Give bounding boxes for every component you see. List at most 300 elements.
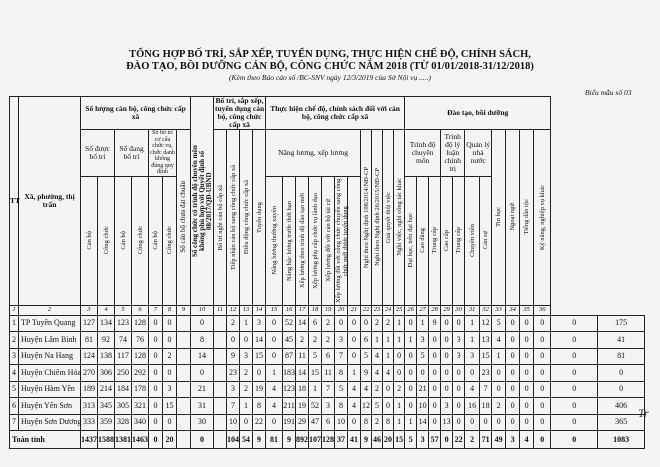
col-pol-mid: Trung cấp xyxy=(453,176,465,305)
value-cell: 0 xyxy=(520,365,534,382)
subgroup-state-mgmt: Quản lý nhà nước xyxy=(465,130,492,177)
col-univ: Đại học, trên đại học xyxy=(405,176,417,305)
col-nd26: Nghỉ theo Nghị định 26/2015/NĐ-CP xyxy=(372,130,383,306)
value-cell: 2 xyxy=(163,348,177,365)
total-value: 9 xyxy=(253,431,266,449)
column-index-row xyxy=(10,305,645,315)
value-cell: 14 xyxy=(417,414,429,431)
row-number: 5 xyxy=(10,381,19,398)
value-cell: 0 xyxy=(383,381,394,398)
value-cell: 3 xyxy=(240,348,253,365)
value-cell: 0 xyxy=(266,348,283,365)
value-cell: 0 xyxy=(506,414,520,431)
total-value: 22 xyxy=(453,431,465,449)
value-cell xyxy=(214,348,227,365)
value-cell: 0 xyxy=(163,332,177,349)
group-policy: Thực hiện chế độ, chính sách đối với cán bộ, công chức cấp xã xyxy=(266,97,405,130)
value-cell: 5 xyxy=(492,315,506,332)
value-cell: 22 xyxy=(253,414,266,431)
value-cell: 1 xyxy=(394,332,405,349)
index-cell: 1 xyxy=(10,305,19,315)
value-cell: 15 xyxy=(480,348,492,365)
value-cell: 0 xyxy=(348,332,361,349)
subgroup-not-meeting: Số bố trí cơ cấu chức vụ, chức danh không đúng quy định xyxy=(150,130,175,175)
index-cell: 8 xyxy=(163,305,177,315)
signature-mark: Tr xyxy=(638,406,649,420)
total-label: Toàn tỉnh xyxy=(10,431,81,449)
total-value: 41 xyxy=(348,431,361,449)
value-cell: 3 xyxy=(441,398,453,415)
index-cell: 16 xyxy=(283,305,296,315)
value-cell: 0 xyxy=(394,348,405,365)
value-cell: 3 xyxy=(163,381,177,398)
value-cell: 0 xyxy=(465,365,480,382)
value-cell: 1 xyxy=(417,315,429,332)
value-cell: 12 xyxy=(480,315,492,332)
value-cell: 211 xyxy=(283,398,296,415)
value-cell: 0 xyxy=(335,315,348,332)
col-recruit: Tuyển dụng xyxy=(253,130,266,306)
value-cell: 9 xyxy=(361,365,372,382)
value-cell: 0 xyxy=(551,381,598,398)
value-cell: 321 xyxy=(132,398,149,415)
value-cell xyxy=(214,398,227,415)
value-cell: 0 xyxy=(429,365,441,382)
index-cell: 33 xyxy=(492,305,506,315)
index-cell: 13 xyxy=(240,305,253,315)
group-arrangement: Bố trí, sắp xếp, tuyển dụng cán bộ, công chức cấp xã xyxy=(214,96,265,129)
value-cell: 18 xyxy=(480,398,492,415)
value-cell: 0 xyxy=(551,348,598,365)
value-cell: 0 xyxy=(429,414,441,431)
value-cell: 0 xyxy=(441,332,453,349)
subtitle: (Kèm theo Báo cáo số /BC-SNV ngày 12/3/2019 của Sở Nội vụ .....) xyxy=(229,73,431,82)
value-cell: 1 xyxy=(240,398,253,415)
value-cell: 0 xyxy=(520,348,534,365)
value-cell: 3 xyxy=(227,381,240,398)
value-cell xyxy=(214,414,227,431)
index-cell: 14 xyxy=(253,305,266,315)
value-cell: 4 xyxy=(348,398,361,415)
value-cell: 0 xyxy=(598,365,645,382)
index-cell: 25 xyxy=(394,305,405,315)
total-value: 9 xyxy=(283,431,296,449)
value-cell: 23 xyxy=(227,365,240,382)
value-cell: 8 xyxy=(335,365,348,382)
table-row xyxy=(10,315,645,332)
index-cell: 18 xyxy=(309,305,322,315)
total-value xyxy=(214,431,227,449)
index-cell: 6 xyxy=(132,305,149,315)
col-specialist: Chuyên viên xyxy=(465,176,480,305)
value-cell: 0 xyxy=(266,315,283,332)
col-current-civil: Công chức xyxy=(132,176,149,305)
col-salary-by-degree: Xếp lương theo trình độ đào tạo mới xyxy=(296,176,309,305)
value-cell: 178 xyxy=(132,381,149,398)
total-value: 5 xyxy=(405,431,417,449)
value-cell: 2 xyxy=(372,381,383,398)
value-cell: 2 xyxy=(240,365,253,382)
unit-name: TP Tuyên Quang xyxy=(19,315,81,332)
row-number: 4 xyxy=(10,365,19,382)
value-cell: 2 xyxy=(322,332,335,349)
col-ethnic: Tiếng dân tộc xyxy=(520,130,534,306)
value-cell: 0 xyxy=(534,332,551,349)
total-value: 20 xyxy=(163,431,177,449)
value-cell: 4 xyxy=(266,398,283,415)
col-early-raise: Nâng bậc lương trước thời hạn xyxy=(283,176,296,305)
value-cell: 306 xyxy=(98,365,115,382)
value-cell: 0 xyxy=(361,315,372,332)
value-cell: 6 xyxy=(322,414,335,431)
index-cell: 9 xyxy=(177,305,191,315)
col-salary-extra xyxy=(348,176,361,305)
value-cell: 365 xyxy=(598,414,645,431)
col-qd-08: Số công chức có trình độ chuyên môn không phù hợp với Quyết định số 08/2017/QĐ-UBND xyxy=(191,97,214,306)
index-cell: 27 xyxy=(417,305,429,315)
value-cell: 3 xyxy=(335,332,348,349)
value-cell: 128 xyxy=(132,315,149,332)
value-cell: 117 xyxy=(115,348,132,365)
col-pol-high: Cao cấp xyxy=(441,176,453,305)
value-cell: 15 xyxy=(163,398,177,415)
value-cell: 13 xyxy=(441,414,453,431)
total-value: 1083 xyxy=(598,431,645,449)
total-value: 4 xyxy=(520,431,534,449)
col-salary-other: Xếp lương đối với cán bộ tái cử xyxy=(322,176,335,305)
value-cell: 4 xyxy=(372,365,383,382)
group-quantity: Số lượng cán bộ, công chức cấp xã xyxy=(81,97,191,130)
table-row xyxy=(10,332,645,349)
value-cell: 0 xyxy=(506,381,520,398)
value-cell: 2 xyxy=(383,315,394,332)
total-value xyxy=(177,431,191,449)
subgroup-political: Trình độ lý luận chính trị xyxy=(441,130,465,177)
value-cell: 21 xyxy=(417,381,429,398)
total-value: 1463 xyxy=(132,431,149,449)
value-cell: 0 xyxy=(149,348,163,365)
value-cell: 0 xyxy=(191,365,214,382)
value-cell: 1 xyxy=(465,332,480,349)
value-cell: 0 xyxy=(492,414,506,431)
value-cell: 19 xyxy=(253,381,266,398)
value-cell: 4 xyxy=(465,381,480,398)
unit-name: Huyện Yên Sơn xyxy=(19,398,81,415)
value-cell: 0 xyxy=(149,332,163,349)
value-cell: 1 xyxy=(394,414,405,431)
index-cell: 4 xyxy=(98,305,115,315)
value-cell xyxy=(214,381,227,398)
col-not-standard: Số cán bộ chưa đạt chuẩn xyxy=(177,130,191,306)
value-cell: 0 xyxy=(163,365,177,382)
value-cell: 8 xyxy=(335,398,348,415)
value-cell: 127 xyxy=(81,315,98,332)
value-cell: 19 xyxy=(296,398,309,415)
value-cell: 128 xyxy=(132,348,149,365)
value-cell: 30 xyxy=(191,414,214,431)
value-cell: 4 xyxy=(361,381,372,398)
value-cell: 2 xyxy=(309,332,322,349)
value-cell: 2 xyxy=(240,381,253,398)
value-cell: 7 xyxy=(480,381,492,398)
total-value: 37 xyxy=(335,431,348,449)
col-intermediate: Trung cấp xyxy=(429,176,441,305)
value-cell: 0 xyxy=(348,315,361,332)
unit-name: Huyện Na Hang xyxy=(19,348,81,365)
index-cell: 11 xyxy=(214,305,227,315)
value-cell: 3 xyxy=(253,315,266,332)
value-cell: 0 xyxy=(520,332,534,349)
value-cell: 3 xyxy=(453,332,465,349)
total-value: 49 xyxy=(492,431,506,449)
value-cell: 0 xyxy=(520,398,534,415)
unit-name: Huyện Chiêm Hóa xyxy=(19,365,81,382)
table-row xyxy=(10,365,645,382)
value-cell: 0 xyxy=(405,348,417,365)
value-cell: 1 xyxy=(492,348,506,365)
value-cell: 6 xyxy=(322,348,335,365)
value-cell: 0 xyxy=(534,414,551,431)
value-cell: 313 xyxy=(81,398,98,415)
value-cell: 5 xyxy=(309,348,322,365)
value-cell: 14 xyxy=(296,365,309,382)
value-cell: 5 xyxy=(417,348,429,365)
col-current-cadre: Cán bộ xyxy=(115,176,132,305)
value-cell: 359 xyxy=(98,414,115,431)
value-cell: 3 xyxy=(453,348,465,365)
value-cell: 7 xyxy=(335,348,348,365)
value-cell: 134 xyxy=(98,315,115,332)
value-cell: 10 xyxy=(417,398,429,415)
index-cell: 3 xyxy=(81,305,98,315)
value-cell: 214 xyxy=(98,381,115,398)
index-cell: 23 xyxy=(372,305,383,315)
index-cell: 32 xyxy=(480,305,492,315)
value-cell: 0 xyxy=(441,315,453,332)
value-cell: 1 xyxy=(405,414,417,431)
value-cell: 0 xyxy=(453,414,465,431)
value-cell: 2 xyxy=(372,315,383,332)
index-cell: 17 xyxy=(296,305,309,315)
value-cell: 11 xyxy=(296,348,309,365)
value-cell: 191 xyxy=(283,414,296,431)
value-cell: 0 xyxy=(551,398,598,415)
value-cell: 0 xyxy=(520,414,534,431)
index-cell: 10 xyxy=(191,305,214,315)
index-cell: 29 xyxy=(441,305,453,315)
value-cell xyxy=(214,315,227,332)
value-cell: 0 xyxy=(492,365,506,382)
value-cell: 7 xyxy=(322,381,335,398)
total-value: 3 xyxy=(417,431,429,449)
value-cell: 0 xyxy=(405,398,417,415)
value-cell: 23 xyxy=(480,365,492,382)
title-line-1: TỔNG HỢP BỐ TRÍ, SẮP XẾP, TUYỂN DỤNG, THỰC HIỆN CHẾ ĐỘ, CHÍNH SÁCH, xyxy=(129,49,531,60)
value-cell: 0 xyxy=(149,414,163,431)
total-value: 0 xyxy=(551,431,598,449)
value-cell: 0 xyxy=(506,398,520,415)
value-cell: 0 xyxy=(149,365,163,382)
index-cell: 7 xyxy=(149,305,163,315)
value-cell: 1 xyxy=(309,381,322,398)
value-cell: 13 xyxy=(480,332,492,349)
value-cell: 4 xyxy=(348,381,361,398)
value-cell: 1 xyxy=(372,332,383,349)
subgroup-salary: Nâng lương, xếp lương xyxy=(266,130,361,177)
value-cell: 270 xyxy=(81,365,98,382)
value-cell: 16 xyxy=(465,398,480,415)
value-cell: 15 xyxy=(253,348,266,365)
value-cell: 1 xyxy=(348,365,361,382)
col-college: Cao đẳng xyxy=(417,176,429,305)
value-cell: 138 xyxy=(98,348,115,365)
value-cell: 1 xyxy=(383,332,394,349)
value-cell: 4 xyxy=(492,332,506,349)
unit-name: Huyện Sơn Dương xyxy=(19,414,81,431)
index-cell: 2 xyxy=(19,305,81,315)
total-value: 3 xyxy=(506,431,520,449)
total-value: 0 xyxy=(534,431,551,449)
value-cell: 1 xyxy=(240,315,253,332)
subgroup-current: Số đang bố trí xyxy=(115,130,149,177)
total-value: 57 xyxy=(429,431,441,449)
value-cell: 52 xyxy=(309,398,322,415)
index-cell: 26 xyxy=(405,305,417,315)
subgroup-allocated: Số được bố trí xyxy=(81,130,115,177)
total-value: 46 xyxy=(372,431,383,449)
col-regular-raise: Nâng lương thường xuyên xyxy=(266,176,283,305)
value-cell: 2 xyxy=(394,381,405,398)
col-nm-cadre: Cán bộ xyxy=(149,176,163,305)
value-cell: 45 xyxy=(283,332,296,349)
value-cell: 12 xyxy=(361,398,372,415)
value-cell xyxy=(177,332,191,349)
total-value: 1437 xyxy=(81,431,98,449)
col-receive-civil: Tiếp nhận cán bộ sang công chức cấp xã xyxy=(227,130,240,306)
value-cell: 0 xyxy=(453,315,465,332)
value-cell: 0 xyxy=(551,365,598,382)
value-cell: 406 xyxy=(598,398,645,415)
value-cell: 183 xyxy=(283,365,296,382)
index-cell: 19 xyxy=(322,305,335,315)
total-value: 892 xyxy=(296,431,309,449)
value-cell: 0 xyxy=(506,365,520,382)
col-allocated-civil: Công chức xyxy=(98,176,115,305)
value-cell xyxy=(214,332,227,349)
total-value: 0 xyxy=(149,431,163,449)
value-cell: 0 xyxy=(506,348,520,365)
value-cell: 8 xyxy=(361,414,372,431)
value-cell: 1 xyxy=(405,332,417,349)
value-cell: 0 xyxy=(465,414,480,431)
value-cell: 0 xyxy=(240,332,253,349)
value-cell: 10 xyxy=(335,414,348,431)
value-cell: 175 xyxy=(598,315,645,332)
value-cell: 123 xyxy=(283,381,296,398)
value-cell: 41 xyxy=(598,332,645,349)
value-cell: 4 xyxy=(266,381,283,398)
row-number: 7 xyxy=(10,414,19,431)
total-value: 128 xyxy=(322,431,335,449)
value-cell: 0 xyxy=(266,414,283,431)
total-value: 81 xyxy=(266,431,283,449)
unit-name: Huyện Lâm Bình xyxy=(19,332,81,349)
value-cell: 0 xyxy=(405,365,417,382)
index-cell: 35 xyxy=(520,305,534,315)
value-cell: 2 xyxy=(492,398,506,415)
index-cell: 28 xyxy=(429,305,441,315)
value-cell: 0 xyxy=(163,414,177,431)
total-value: 9 xyxy=(361,431,372,449)
value-cell: 0 xyxy=(598,381,645,398)
summary-table xyxy=(9,96,645,449)
value-cell: 0 xyxy=(520,315,534,332)
col-allocated-cadre: Cán bộ xyxy=(81,176,98,305)
table-row xyxy=(10,348,645,365)
value-cell xyxy=(177,365,191,382)
col-reduce-cadre: Bố trí nghỉ cán bộ cấp xã xyxy=(214,130,227,306)
value-cell: 0 xyxy=(551,315,598,332)
col-resign: Giải quyết thôi việc xyxy=(383,130,394,306)
table-row xyxy=(10,381,645,398)
value-cell: 0 xyxy=(534,398,551,415)
value-cell: 74 xyxy=(115,332,132,349)
value-cell: 0 xyxy=(191,315,214,332)
row-number: 6 xyxy=(10,398,19,415)
col-salary-change: Xếp lương đối với công chức chuyển sang công chức mới được tuyển dụng xyxy=(335,176,348,305)
value-cell: 5 xyxy=(361,348,372,365)
index-cell: 21 xyxy=(348,305,361,315)
row-number: 3 xyxy=(10,348,19,365)
value-cell: 292 xyxy=(132,365,149,382)
value-cell: 0 xyxy=(453,398,465,415)
value-cell: 0 xyxy=(453,381,465,398)
value-cell: 0 xyxy=(429,348,441,365)
value-cell: 0 xyxy=(506,315,520,332)
value-cell: 0 xyxy=(441,365,453,382)
index-cell: 20 xyxy=(335,305,348,315)
col-unit: Xã, phường, thị trấn xyxy=(19,97,81,306)
value-cell: 4 xyxy=(372,348,383,365)
value-cell: 0 xyxy=(227,332,240,349)
value-cell xyxy=(177,381,191,398)
row-number: 2 xyxy=(10,332,19,349)
value-cell: 0 xyxy=(534,381,551,398)
value-cell: 0 xyxy=(551,414,598,431)
value-cell: 0 xyxy=(405,381,417,398)
value-cell xyxy=(214,365,227,382)
value-cell: 18 xyxy=(296,381,309,398)
value-cell: 3 xyxy=(322,398,335,415)
value-cell: 31 xyxy=(191,398,214,415)
col-tt: TT xyxy=(10,97,19,306)
index-cell: 5 xyxy=(115,305,132,315)
value-cell: 1 xyxy=(394,315,405,332)
value-cell: 81 xyxy=(81,332,98,349)
value-cell: 0 xyxy=(394,365,405,382)
value-cell: 11 xyxy=(322,365,335,382)
value-cell: 9 xyxy=(227,348,240,365)
value-cell: 3 xyxy=(417,332,429,349)
col-retire: Nghỉ việc, nghỉ công tác khác xyxy=(394,130,405,306)
value-cell: 3 xyxy=(465,348,480,365)
value-cell: 2 xyxy=(296,332,309,349)
value-cell: 0 xyxy=(429,332,441,349)
value-cell: 8 xyxy=(383,414,394,431)
value-cell: 76 xyxy=(132,332,149,349)
value-cell: 0 xyxy=(429,398,441,415)
value-cell: 0 xyxy=(429,381,441,398)
